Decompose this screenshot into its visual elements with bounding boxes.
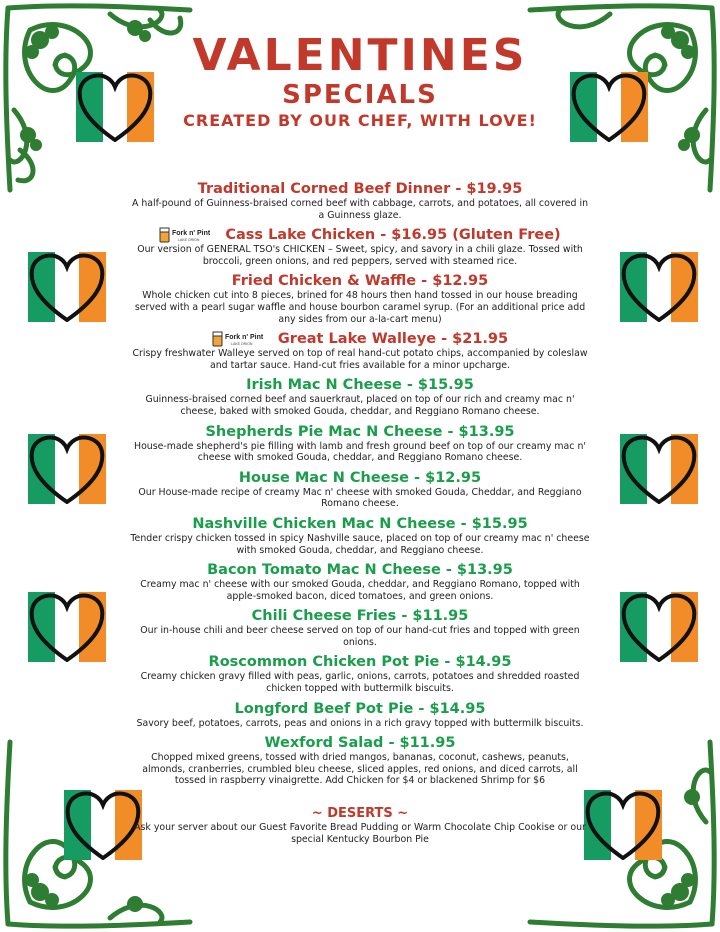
deserts-title: ~ DESERTS ~ [311,806,409,821]
irish-flag-heart-icon [28,252,106,322]
menu-item [130,328,590,371]
item-title: Shepherds Pie Mac N Cheese - $13.95 [205,423,515,440]
item-title: Irish Mac N Cheese - $15.95 [246,377,474,394]
item-title: Longford Beef Pot Pie - $14.95 [234,700,486,717]
menu-item [130,467,590,510]
item-title: House Mac N Cheese - $12.95 [238,469,482,486]
item-description: Tender crispy chicken tossed in spicy Nashville sauce, placed on top of our creamy mac n' cheese with smoked Gouda, cheddar, and Reggiano cheese. [130,532,590,556]
item-title: Nashville Chicken Mac N Cheese - $15.95 [192,515,528,532]
logo-brand: Fork n' Pint [172,229,211,237]
logo-brand: Fork n' Pint [224,333,264,341]
irish-flag-heart-icon [28,592,106,662]
page-subtitle: SPECIALS [282,80,438,110]
menu-item [130,698,590,730]
irish-flag-heart-icon [620,252,698,322]
item-title: Fried Chicken & Waffle - $12.95 [231,273,489,290]
menu-item [130,732,590,787]
item-description: Our in-house chili and beer cheese served on top of our hand-cut fries and topped with green onions. [140,625,580,648]
logo-sub: LAKE ORION [230,341,253,346]
item-description: Creamy chicken gravy filled with peas, garlic, onions, carrots, potatoes and shredded roasted chicken topped with buttermilk biscuits. [140,671,580,695]
deserts-description: Ask your server about our Guest Favorite Bread Pudding or Warm Chocolate Chip Cookise or our special Kentucky Bourbon Pie [134,822,586,845]
fork-n-pint-logo [212,331,274,347]
menu-item [130,605,590,648]
page-title: VALENTINES [192,30,528,81]
menu-item [130,224,590,267]
menu-list [130,178,590,790]
item-description: Guinness-braised corned beef and sauerkraut, placed on top of our rich and creamy mac n' cheese, baked with smoked Gouda, cheddar, and Reggiano Romano cheese. [145,394,575,417]
item-description: A half-pound of Guinness-braised corned beef with cabbage, carrots, and potatoes, all covered in a Guinness glaze. [131,198,589,221]
item-title: Cass Lake Chicken - $16.95 (Gluten Free) [225,227,561,244]
menu-item [130,270,590,325]
menu-item [130,651,590,694]
item-description: Our version of GENERAL TSO's CHICKEN – Sweet, spicy, and savory in a chili glaze. Tossed with broccoli, green onions, and red peppers, served with steamed rice. [137,244,583,267]
item-description: Whole chicken cut into 8 pieces, brined for 48 hours then hand tossed in our house breading served with a pearl sugar waffle and house bourbon caramel syrup. (For an additional price add any sides from our a-la-cart menu) [134,290,586,325]
menu-item [130,178,590,221]
menu-item [130,513,590,556]
item-title: Great Lake Walleye - $21.95 [277,331,509,348]
irish-flag-heart-icon [584,790,662,860]
item-description: Chopped mixed greens, tossed with dried mangos, bananas, coconut, cashews, peanuts, almonds, cranberries, crumbled bleu cheese, sliced apples, red onions, and diced carrots, all tossed in raspberry vinaigrette. Add Chicken for $4 or blackened Shrimp for $6 [142,752,578,787]
irish-flag-heart-icon [620,592,698,662]
logo-sub: LAKE ORION [178,237,200,242]
irish-flag-heart-icon [620,434,698,504]
item-title: Bacon Tomato Mac N Cheese - $13.95 [207,562,513,579]
item-description: Our House-made recipe of creamy Mac n' cheese with smoked Gouda, Cheddar, and Reggiano Romano cheese. [138,486,582,510]
item-description: Crispy freshwater Walleye served on top of real hand-cut potato chips, accompanied by coleslaw and tartar sauce. Hand-cut fries available for a minor upcharge. [132,348,588,371]
irish-flag-heart-icon [28,434,106,504]
item-description: Savory beef, potatoes, carrots, peas and onions in a rich gravy topped with buttermilk biscuits. [136,717,584,729]
item-description: Creamy mac n' cheese with our smoked Gouda, cheddar, and Reggiano Romano, topped with apple-smoked bacon, diced tomatoes, and green onions. [140,579,580,602]
menu-item [130,559,590,602]
fork-n-pint-logo [159,227,221,243]
item-title: Roscommon Chicken Pot Pie - $14.95 [208,654,512,671]
page-tagline: CREATED BY OUR CHEF, WITH LOVE! [183,111,537,130]
item-description: House-made shepherd's pie filling with lamb and fresh ground beef on top of our creamy mac n' cheese with smoked Gouda, cheddar, and Reggiano Romano cheese. [134,440,586,464]
menu-item [130,374,590,417]
item-title: Chili Cheese Fries - $11.95 [251,608,469,625]
menu-item [130,421,590,464]
item-title: Traditional Corned Beef Dinner - $19.95 [197,181,523,197]
deserts-section [130,806,590,846]
item-title: Wexford Salad - $11.95 [264,735,456,752]
